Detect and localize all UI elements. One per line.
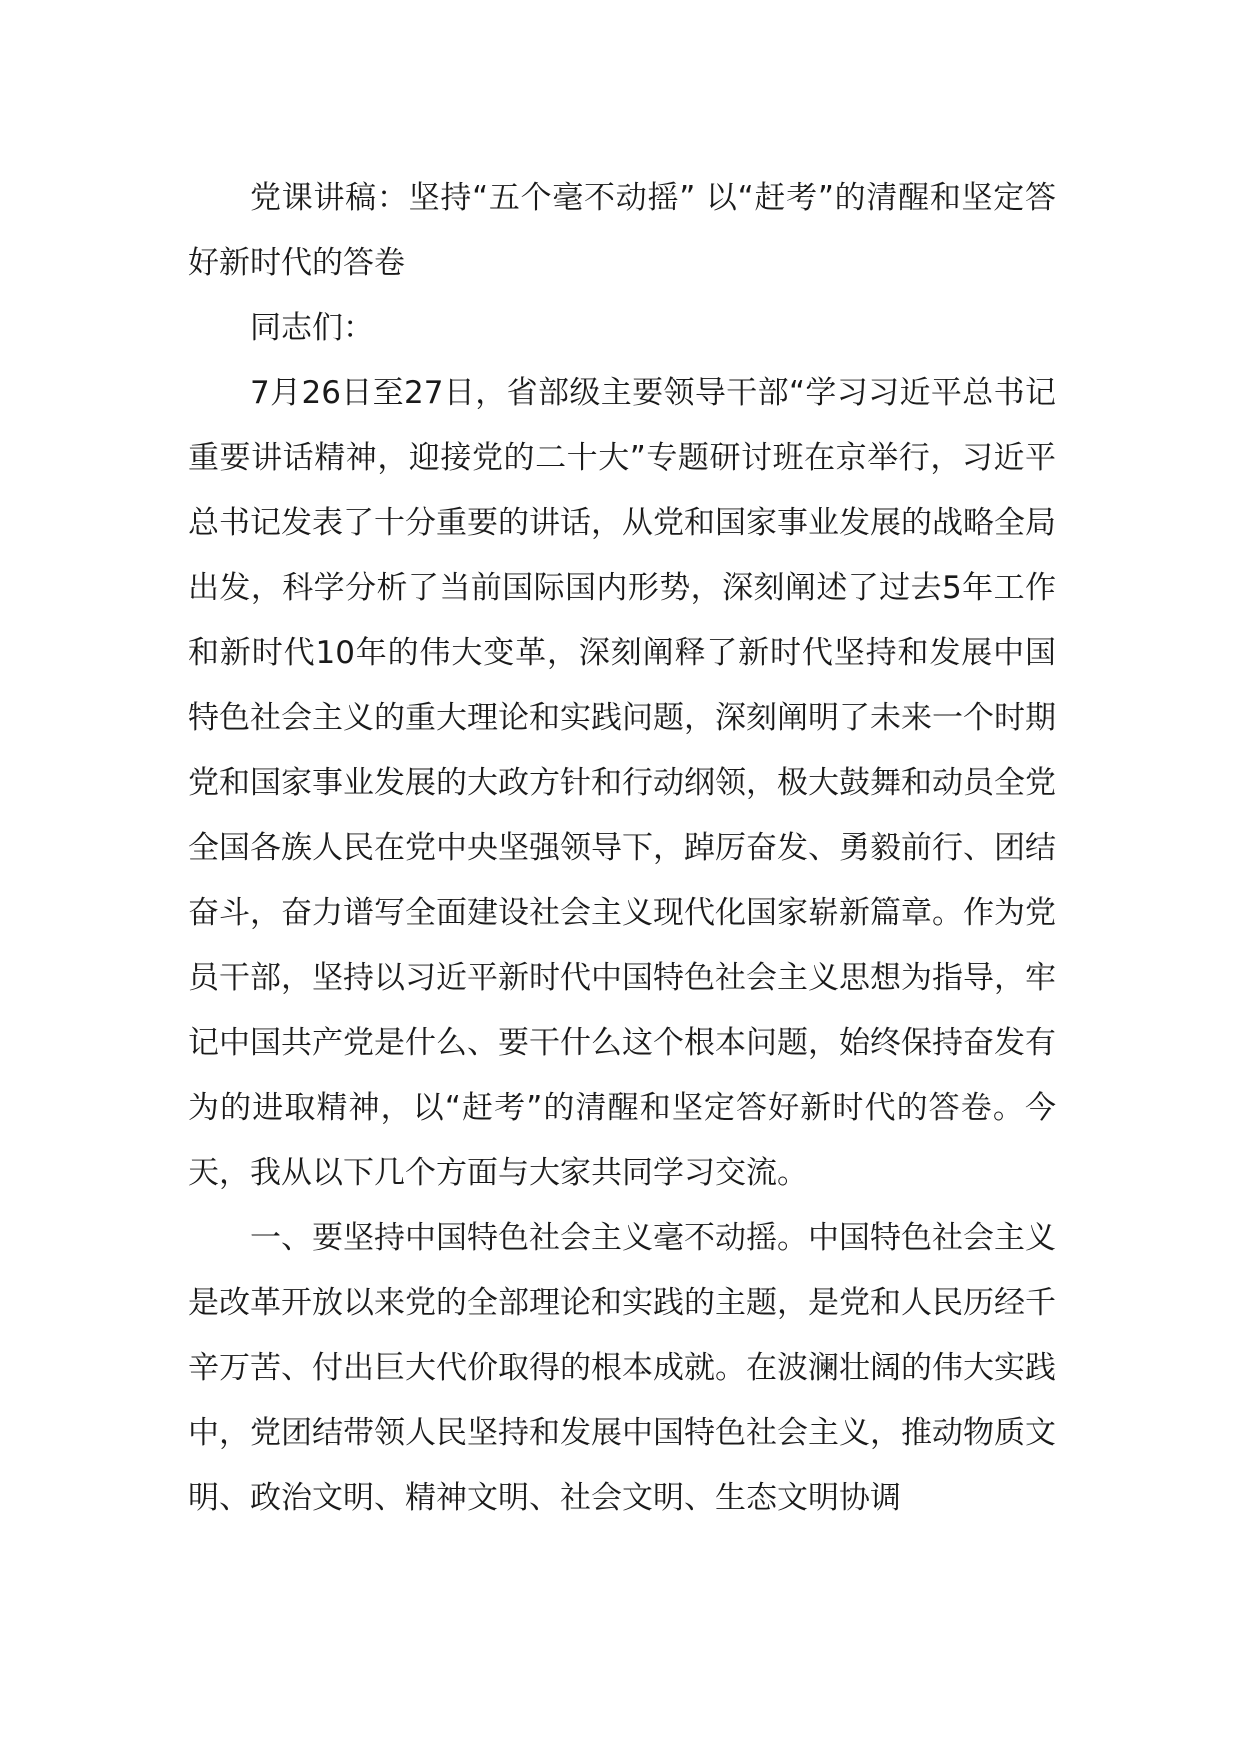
intro-paragraph: 7月26日至27日，省部级主要领导干部“学习习近平总书记重要讲话精神，迎接党的二十大”专题研讨班在京举行，习近平总书记发表了十分重要的讲话，从党和国家事业发展的战略全局出发，科学分析了当前国际国内形势，深刻阐述了过去5年工作和新时代10年的伟大变革，深刻阐释了新时代坚持和发展中国特色社会主义的重大理论和实践问题，深刻阐明了未来一个时期党和国家事业发展的大政方针和行动纲领，极大鼓舞和动员全党全国各族人民在党中央坚强领导下，踔厉奋发、勇毅前行、团结奋斗，奋力谱写全面建设社会主义现代化国家崭新篇章。作为党员干部，坚持以习近平新时代中国特色社会主义思想为指导，牢记中国共产党是什么、要干什么这个根本问题，始终保持奋发有为的进取精神，以“赶考”的清醒和坚定答好新时代的答卷。今天，我从以下几个方面与大家共同学习交流。 [188, 375, 1056, 1191]
document-title: 党课讲稿：坚持“五个毫不动摇” 以“赶考”的清醒和坚定答好新时代的答卷 [188, 180, 1056, 281]
greeting-paragraph: 同志们： [250, 310, 374, 346]
document-body [188, 166, 1056, 1531]
section-one-paragraph: 一、要坚持中国特色社会主义毫不动摇。中国特色社会主义是改革开放以来党的全部理论和实践的主题，是党和人民历经千辛万苦、付出巨大代价取得的根本成就。在波澜壮阔的伟大实践中，党团结带领人民坚持和发展中国特色社会主义，推动物质文明、政治文明、精神文明、社会文明、生态文明协调 [188, 1220, 1056, 1516]
